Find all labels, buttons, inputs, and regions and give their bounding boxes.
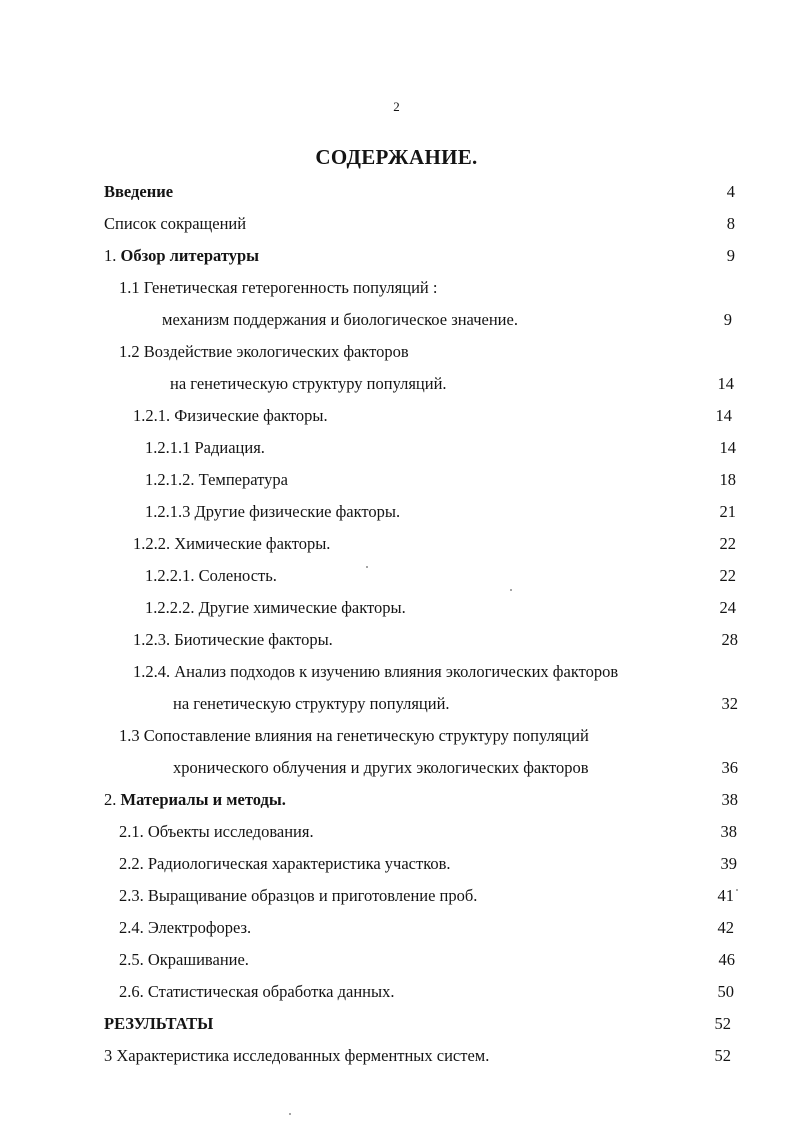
toc-entry-text: на генетическую структуру популяций. xyxy=(173,694,450,713)
toc-entry-text: 1.2.3. Биотические факторы. xyxy=(133,630,333,649)
scan-speck xyxy=(366,566,368,568)
toc-entry-page: 9 xyxy=(723,310,732,329)
toc-entry-text: РЕЗУЛЬТАТЫ xyxy=(104,1014,214,1033)
toc-entry-page: 8 xyxy=(726,214,735,233)
toc-title: СОДЕРЖАНИЕ. xyxy=(315,145,478,169)
toc-entry-page: 22 xyxy=(719,534,736,553)
page-number: 2 xyxy=(393,99,400,114)
toc-entry-page: 28 xyxy=(721,630,738,649)
toc-entry-text: хронического облучения и других экологических факторов xyxy=(173,758,589,777)
toc-entry-heading: Обзор литературы xyxy=(120,246,260,265)
toc-entry-page: 32 xyxy=(721,694,738,713)
toc-entry-page: 21 xyxy=(719,502,736,521)
toc-entry-page: 14 xyxy=(719,438,736,457)
toc-entry-text: 2.5. Окрашивание. xyxy=(119,950,249,969)
toc-entry-text: 1.2.2. Химические факторы. xyxy=(133,534,331,553)
toc-entry-text: Введение xyxy=(104,182,174,201)
toc-entry-text: 1.2.2.2. Другие химические факторы. xyxy=(145,598,406,617)
toc-entry-text: Список сокращений xyxy=(104,214,247,233)
toc-entry-page: 22 xyxy=(719,566,736,585)
toc-entry-text: 1.2.1.2. Температура xyxy=(145,470,288,489)
toc-entry-number: 2. xyxy=(104,790,117,809)
toc-entry-text: 1.3 Сопоставление влияния на генетическую структуру популяций xyxy=(119,726,589,745)
toc-entry-page: 39 xyxy=(720,854,737,873)
toc-entry-page: 14 xyxy=(717,374,734,393)
toc-entry-text: 2.6. Статистическая обработка данных. xyxy=(119,982,395,1001)
toc-entry-page: 24 xyxy=(719,598,736,617)
toc-entry-text: 1.2.1.3 Другие физические факторы. xyxy=(145,502,401,521)
toc-entry-text: механизм поддержания и биологическое значение. xyxy=(162,310,518,329)
scan-speck xyxy=(510,589,512,591)
toc-entry-page: 42 xyxy=(717,918,734,937)
toc-entry-text: 1.2.1.1 Радиация. xyxy=(145,438,265,457)
toc-entry-text: 1.2.4. Анализ подходов к изучению влияния экологических факторов xyxy=(133,662,619,681)
toc-entry-page: 52 xyxy=(714,1014,731,1033)
scan-speck xyxy=(736,889,738,891)
toc-entry-text: на генетическую структуру популяций. xyxy=(170,374,447,393)
toc-entry-text xyxy=(104,246,259,266)
toc-entry-text: 2.3. Выращивание образцов и приготовление проб. xyxy=(119,886,478,905)
toc-entry-heading: Материалы и методы. xyxy=(120,790,286,809)
toc-entry-text: 1.1 Генетическая гетерогенность популяций : xyxy=(119,278,438,297)
toc-entry-page: 4 xyxy=(726,182,735,201)
toc-entry-page: 38 xyxy=(721,790,738,809)
toc-entry-text: 3 Характеристика исследованных ферментных систем. xyxy=(104,1046,490,1065)
toc-entry-text: 2.4. Электрофорез. xyxy=(119,918,252,937)
toc-entry-page: 14 xyxy=(715,406,732,425)
toc-entry-page: 9 xyxy=(726,246,735,265)
toc-entry-text: 1.2.1. Физические факторы. xyxy=(133,406,328,425)
toc-entry-page: 18 xyxy=(719,470,736,489)
toc-entry-text: 1.2.2.1. Соленость. xyxy=(145,566,277,585)
toc-entry-page: 38 xyxy=(720,822,737,841)
toc-entry-number: 1. xyxy=(104,246,117,265)
toc-entry-page: 41 xyxy=(717,886,734,905)
toc-entry-text: 2.1. Объекты исследования. xyxy=(119,822,314,841)
scan-speck xyxy=(289,1113,291,1115)
toc-entry-text: 1.2 Воздействие экологических факторов xyxy=(119,342,409,361)
toc-entry-page: 50 xyxy=(717,982,734,1001)
toc-entry-page: 52 xyxy=(714,1046,731,1065)
toc-entry-page: 36 xyxy=(721,758,738,777)
toc-entry-text: 2.2. Радиологическая характеристика участков. xyxy=(119,854,451,873)
toc-entry-page: 46 xyxy=(718,950,735,969)
toc-entry-text xyxy=(104,790,286,810)
